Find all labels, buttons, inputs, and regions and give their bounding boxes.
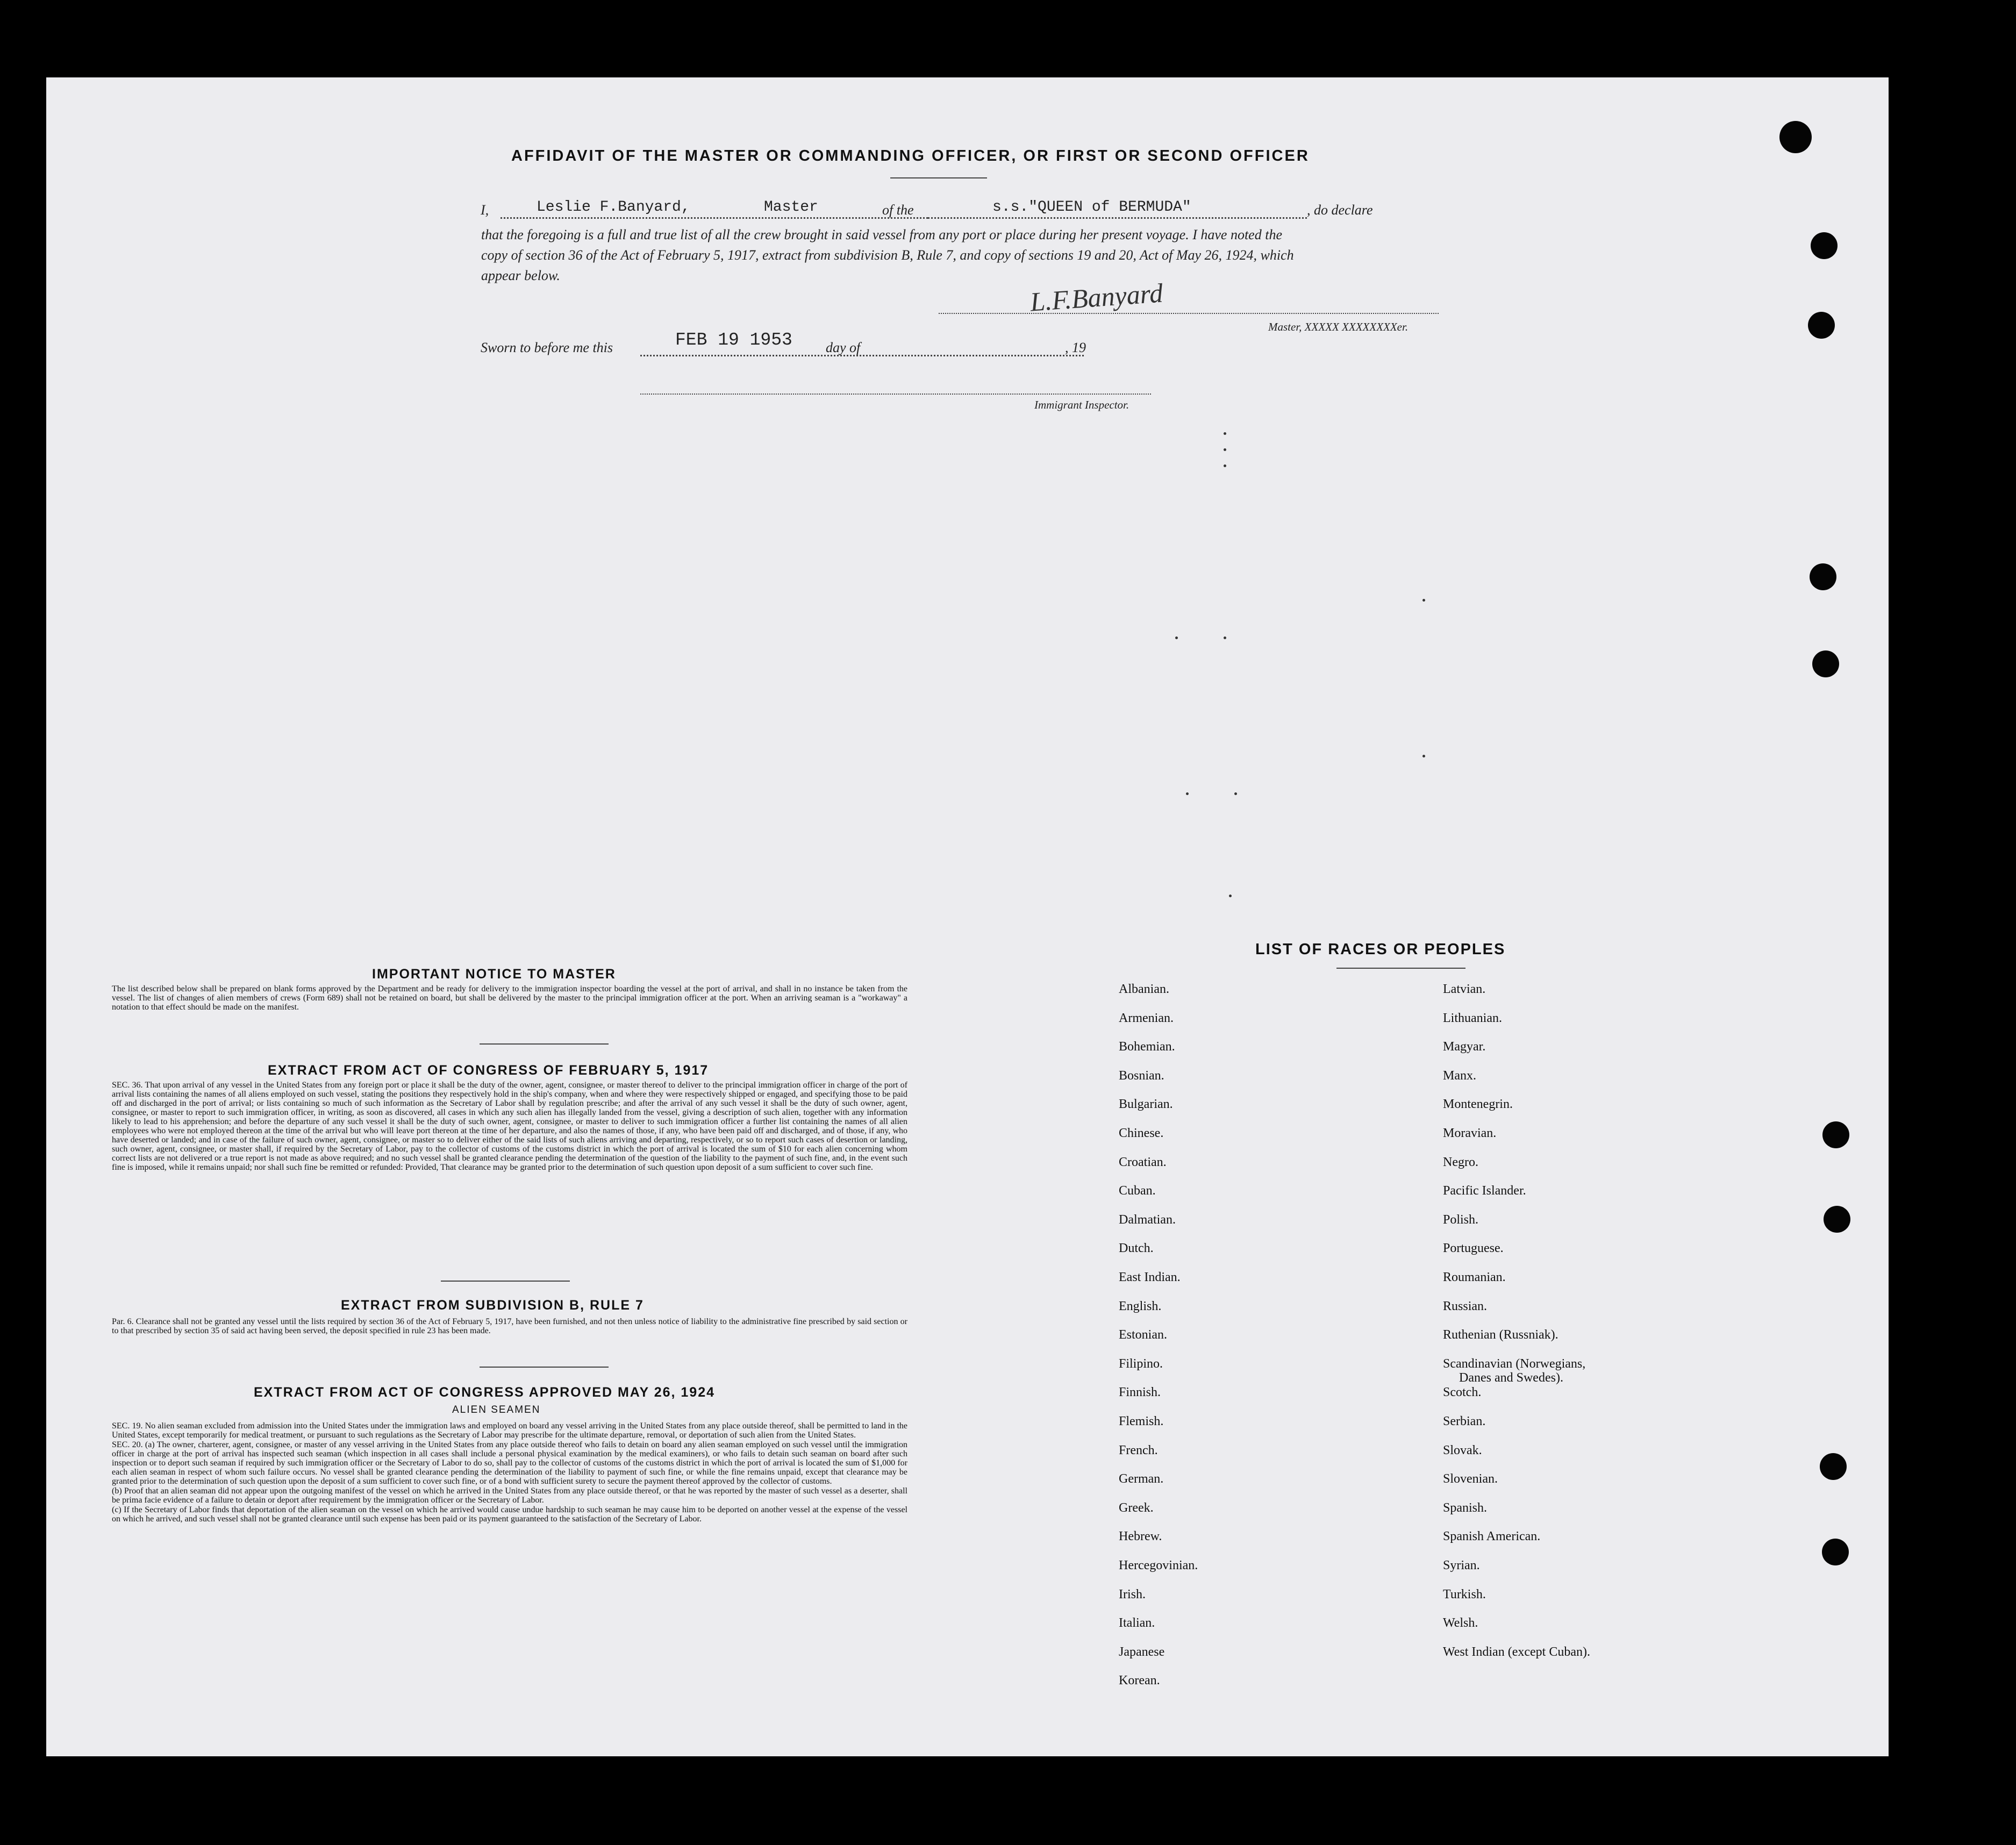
race-item: Hebrew. bbox=[1119, 1529, 1162, 1544]
race-item: Japanese bbox=[1119, 1644, 1165, 1659]
race-item: Italian. bbox=[1119, 1616, 1155, 1631]
race-item: German. bbox=[1119, 1472, 1164, 1486]
decl-dotline-2 bbox=[928, 217, 1307, 219]
race-item: Serbian. bbox=[1443, 1414, 1486, 1428]
binder-hole bbox=[1822, 1539, 1849, 1565]
race-item: Ruthenian (Russniak). bbox=[1443, 1328, 1559, 1342]
race-item: Welsh. bbox=[1443, 1616, 1478, 1631]
race-item: Cuban. bbox=[1119, 1184, 1156, 1198]
notice-divider bbox=[480, 1043, 609, 1045]
notice-title: IMPORTANT NOTICE TO MASTER bbox=[372, 967, 616, 982]
scan-speck bbox=[1422, 599, 1425, 602]
decl-of-the: of the bbox=[882, 202, 914, 218]
scan-speck bbox=[1175, 637, 1178, 639]
master-signature: L.F.Banyard bbox=[1029, 277, 1164, 317]
scan-speck bbox=[1224, 448, 1226, 451]
act1924-sec20c: (c) If the Secretary of Labor finds that deportation of the alien seaman on the vessel on which he arrived would cause undue hardship to such seaman he may cause him to be deported on another vessel at the expense of the vessel on which he arrived, and such vessel shall not be granted clearance until such expense has been paid or its payment guaranteed to the satisfaction of the Secretary of Labor. bbox=[112, 1505, 907, 1524]
race-item: Estonian. bbox=[1119, 1328, 1167, 1342]
sworn-date-stamp: FEB 19 1953 bbox=[675, 330, 792, 350]
races-divider bbox=[1336, 968, 1465, 969]
act1917-divider bbox=[441, 1281, 570, 1282]
race-item: Slovak. bbox=[1443, 1443, 1482, 1457]
decl-line-3: copy of section 36 of the Act of February 5, 1917, extract from subdivision B, Rule 7, and copy of sections 19 and 20, Act of May 26, 1924, which bbox=[481, 247, 1294, 263]
binder-hole bbox=[1820, 1453, 1847, 1480]
sworn-dotline bbox=[640, 355, 1084, 356]
act1924-sec19: SEC. 19. No alien seaman excluded from admission into the United States under the immigration laws and employed on board any vessel arriving in the United States from any place outside thereof, shall be permitted to land in the United States, except temporarily for medical treatment, or pursuant to such regulations as the Secretary of Labor may prescribe for the ultimate departure, removal, or deportation of such alien from the United States. bbox=[112, 1421, 907, 1440]
notice-body: The list described below shall be prepared on blank forms approved by the Department and be ready for delivery to the immigration inspector boarding the vessel at the port of arrival, and shall in no instance be taken from the vessel. The list of changes of alien members of crews (Form 689) shall not be retained on board, but shall be delivered by the master to the principal immigration officer at the port. When an arriving seaman is a "workaway" a notation to that effect should be made on the manifest. bbox=[112, 984, 907, 1012]
race-item: Bohemian. bbox=[1119, 1040, 1175, 1054]
act1924-title: EXTRACT FROM ACT OF CONGRESS APPROVED MAY 26, 1924 bbox=[254, 1385, 716, 1400]
scan-speck bbox=[1224, 464, 1226, 467]
race-item: Scandinavian (Norwegians, bbox=[1443, 1356, 1586, 1371]
race-item: Spanish. bbox=[1443, 1500, 1488, 1515]
decl-position: Master bbox=[764, 199, 818, 216]
race-item: Flemish. bbox=[1119, 1414, 1164, 1428]
affidavit-title: AFFIDAVIT OF THE MASTER OR COMMANDING OFFICER, OR FIRST OR SECOND OFFICER bbox=[511, 147, 1310, 165]
rule7-divider bbox=[480, 1367, 609, 1368]
sworn-prefix: Sworn to before me this bbox=[481, 340, 613, 355]
race-item: Polish. bbox=[1443, 1212, 1479, 1227]
scan-speck bbox=[1422, 755, 1425, 757]
race-item: Albanian. bbox=[1119, 982, 1169, 996]
inspector-caption: Immigrant Inspector. bbox=[1034, 398, 1129, 411]
decl-vessel: s.s."QUEEN of BERMUDA" bbox=[992, 199, 1191, 216]
races-title: LIST OF RACES OR PEOPLES bbox=[1255, 941, 1506, 958]
binder-hole bbox=[1808, 312, 1835, 339]
scan-speck bbox=[1186, 792, 1189, 795]
race-item: Negro. bbox=[1443, 1155, 1478, 1169]
race-item: Magyar. bbox=[1443, 1040, 1486, 1054]
binder-hole bbox=[1810, 563, 1836, 590]
race-item: Moravian. bbox=[1443, 1126, 1497, 1140]
act1917-body: SEC. 36. That upon arrival of any vessel in the United States from any foreign port or place it shall be the duty of the owner, agent, consignee, or master thereof to deliver to the principal immigration officer in charge of the port of arrival lists containing the names of all aliens employed on such vessel, stating the positions they respectively hold in the ship's company, when and where they were respectively shipped or engaged, and specifying those to be paid off and discharged in the port of arrival; or lists containing so much of such information as the Secretary of Labor shall by regulation prescribe; and after the arrival of any such vessel it shall be the duty of such owner, agent, consignee, or master to report to such immigration officer, in writing, as soon as discovered, all cases in which any such alien has illegally landed from the vessel, giving a description of such alien, together with any information likely to lead to his apprehension; and before the departure of any such vessel it shall be the duty of such owner, agent, consignee, or master to deliver to such immigration officer a further list containing the names of all alien employees who were not employed thereon at the time of the arrival but who will leave port thereon at the time of her departure, and also the names of those, if any, who have been paid off and discharged, and of those, if any, who have deserted or landed; and in case of the failure of such owner, agent, consignee, or master so to deliver either of the said lists of such aliens arriving and departing, respectively, or so to report such cases of desertion or landing, such owner, agent, consignee, or master shall, if required by the Secretary of Labor, pay to the collector of customs of the customs district in which the port of arrival is located the sum of $10 for each alien concerning whom correct lists are not delivered or a true report is not made as above required; and no such vessel shall be granted clearance pending the determination of the question of the liability to the payment of such fine, and, in the event such fine is imposed, while it remains unpaid; nor shall such fine be remitted or refunded: Provided, That clearance may be granted prior to the determination of such question upon deposit of a sum sufficient to cover such fine. bbox=[112, 1081, 907, 1172]
decl-dotline-1 bbox=[501, 217, 928, 219]
inspector-line bbox=[640, 394, 1151, 395]
binder-hole bbox=[1812, 650, 1839, 677]
binder-hole bbox=[1779, 121, 1812, 153]
race-item: Filipino. bbox=[1119, 1356, 1163, 1371]
race-item: Roumanian. bbox=[1443, 1270, 1506, 1284]
race-item: Dutch. bbox=[1119, 1241, 1154, 1256]
scan-speck bbox=[1234, 792, 1237, 795]
act1917-title: EXTRACT FROM ACT OF CONGRESS OF FEBRUARY 5, 1917 bbox=[268, 1063, 709, 1078]
act1924-sec20a: SEC. 20. (a) The owner, charterer, agent, consignee, or master of any vessel arriving in the United States from any place outside thereof who fails to detain on board any alien seaman employed on such vessel until the immigration officer in charge at the port of arrival has inspected such seaman (which inspection in all cases shall include a personal physical examination by the medical examiners), or who fails to detain such seaman on board after such inspection or to deport such seaman if required by such immigration officer or the Secretary of Labor to do so, shall pay to the collector of customs of the customs district in which the port of arrival is located the sum of $1,000 for each alien seaman in respect of whom such failure occurs. No vessel shall be granted clearance pending the determination of the liability to payment of such fine, or while the fine remains unpaid, except that clearance may be granted prior to the determination of such question upon the deposit of a sum sufficient to cover such fine, or of a bond with sufficient surety to secure the payment thereof approved by the collector of customs. bbox=[112, 1440, 907, 1486]
race-item: West Indian (except Cuban). bbox=[1443, 1644, 1590, 1659]
race-item: French. bbox=[1119, 1443, 1158, 1457]
rule7-body: Par. 6. Clearance shall not be granted any vessel until the lists required by section 36 of the Act of February 5, 1917, have been furnished, and not then unless notice of liability to the administrative fine prescribed by said section or to that prescribed by section 35 of said act having been served, the deposit specified in rule 23 has been made. bbox=[112, 1317, 907, 1335]
scan-speck bbox=[1229, 895, 1232, 897]
race-item: Spanish American. bbox=[1443, 1529, 1541, 1544]
race-item: Finnish. bbox=[1119, 1385, 1161, 1400]
act1924-subtitle: ALIEN SEAMEN bbox=[452, 1404, 541, 1415]
binder-hole bbox=[1822, 1121, 1849, 1148]
race-item: Greek. bbox=[1119, 1500, 1154, 1515]
race-item: East Indian. bbox=[1119, 1270, 1181, 1284]
race-item: Lithuanian. bbox=[1443, 1011, 1502, 1025]
decl-name: Leslie F.Banyard, bbox=[537, 199, 690, 216]
race-item: Turkish. bbox=[1443, 1587, 1486, 1601]
race-item: Russian. bbox=[1443, 1299, 1488, 1313]
signature-caption: Master, XXXXX XXXXXXXXer. bbox=[1268, 320, 1409, 333]
race-item: Danes and Swedes). bbox=[1459, 1370, 1563, 1385]
race-item: Armenian. bbox=[1119, 1011, 1174, 1025]
race-item: Scotch. bbox=[1443, 1385, 1482, 1400]
race-item: Korean. bbox=[1119, 1674, 1160, 1688]
decl-line-4: appear below. bbox=[481, 268, 560, 283]
race-item: Irish. bbox=[1119, 1587, 1146, 1601]
race-item: Latvian. bbox=[1443, 982, 1486, 996]
act1924-sec20b: (b) Proof that an alien seaman did not appear upon the outgoing manifest of the vessel on which he arrived in the United States from any place outside thereof, or that he was reported by the master of such vessel as a deserter, shall be prima facie evidence of a failure to detain or deport after requirement by the immigration officer or the Secretary of Labor. bbox=[112, 1486, 907, 1505]
race-item: Manx. bbox=[1443, 1068, 1476, 1083]
race-item: Syrian. bbox=[1443, 1558, 1480, 1572]
scan-speck bbox=[1224, 637, 1226, 639]
sworn-year: , 19 bbox=[1065, 340, 1086, 355]
binder-hole bbox=[1824, 1206, 1850, 1233]
rule7-title: EXTRACT FROM SUBDIVISION B, RULE 7 bbox=[341, 1298, 644, 1313]
race-item: English. bbox=[1119, 1299, 1162, 1313]
race-item: Portuguese. bbox=[1443, 1241, 1504, 1256]
race-item: Hercegovinian. bbox=[1119, 1558, 1198, 1572]
race-item: Croatian. bbox=[1119, 1155, 1167, 1169]
decl-line-2: that the foregoing is a full and true list of all the crew brought in said vessel from any port or place during her present voyage. I have noted the bbox=[481, 227, 1282, 242]
race-item: Pacific Islander. bbox=[1443, 1184, 1526, 1198]
scan-speck bbox=[1224, 432, 1226, 435]
race-item: Slovenian. bbox=[1443, 1472, 1498, 1486]
document-page bbox=[46, 77, 1889, 1756]
binder-hole bbox=[1811, 232, 1838, 259]
act1924-body bbox=[112, 1421, 907, 1524]
race-item: Montenegrin. bbox=[1443, 1097, 1513, 1112]
race-item: Chinese. bbox=[1119, 1126, 1164, 1140]
title-divider bbox=[890, 177, 987, 178]
race-item: Bulgarian. bbox=[1119, 1097, 1173, 1112]
race-item: Bosnian. bbox=[1119, 1068, 1164, 1083]
decl-do-declare: , do declare bbox=[1307, 202, 1373, 218]
sworn-day-of: day of bbox=[826, 340, 861, 355]
signature-line bbox=[939, 313, 1439, 314]
decl-i: I, bbox=[481, 202, 489, 218]
race-item: Dalmatian. bbox=[1119, 1212, 1176, 1227]
